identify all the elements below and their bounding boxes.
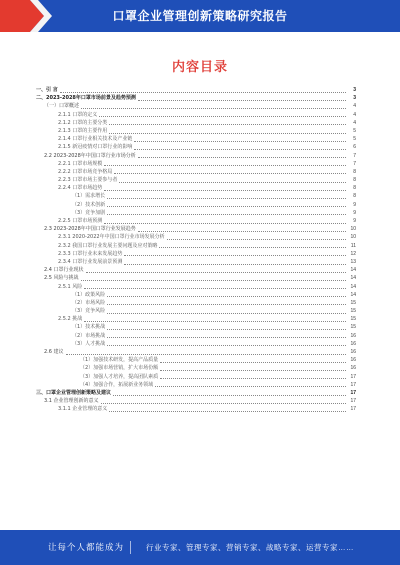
- toc-leader-dots: [114, 173, 346, 174]
- toc-entry-label: （1）政策风险: [72, 291, 106, 298]
- toc-leader-dots: [113, 395, 346, 396]
- toc-entry-label: 2.1.3 口罩的主要作用: [58, 127, 108, 134]
- toc-leader-dots: [107, 345, 346, 346]
- toc-entry-label: （1）加强技术研发，提高产品质量: [80, 357, 159, 364]
- toc-entry-page: 4: [353, 119, 356, 126]
- toc-entry-page: 8: [353, 168, 356, 175]
- toc-entry[interactable]: [36, 283, 356, 291]
- toc-entry-page: 11: [350, 242, 356, 249]
- toc-entry[interactable]: [36, 143, 356, 151]
- footer-slogan: 让每个人都能成为: [48, 542, 125, 552]
- toc-entry[interactable]: [36, 111, 356, 119]
- toc-entry[interactable]: [36, 127, 356, 135]
- toc-entry[interactable]: [36, 307, 356, 315]
- toc-entry-label: 2.2.3 口罩市场主要参与者: [58, 177, 118, 184]
- toc-entry[interactable]: [36, 94, 356, 102]
- toc-entry-page: 15: [350, 308, 356, 315]
- toc-leader-dots: [107, 206, 346, 207]
- toc-entry[interactable]: [36, 274, 356, 282]
- toc-entry[interactable]: [36, 348, 356, 356]
- toc-entry[interactable]: [36, 225, 356, 233]
- toc-leader-dots: [124, 264, 346, 265]
- footer-tagline: 行业专家、管理专家、营销专家、战略专家、运营专家……: [146, 543, 354, 552]
- toc-entry-label: （3）竞争风险: [72, 308, 106, 315]
- toc-entry-label: 2.4 口罩行业现状: [44, 267, 84, 274]
- toc-entry-page: 12: [350, 250, 356, 257]
- toc-entry[interactable]: [36, 242, 356, 250]
- toc-leader-dots: [66, 354, 346, 355]
- toc-entry[interactable]: [36, 323, 356, 331]
- report-title: 口罩企业管理创新策略研究报告: [112, 9, 288, 23]
- toc-entry[interactable]: [36, 217, 356, 225]
- toc-entry-page: 14: [350, 275, 356, 282]
- toc-entry[interactable]: [36, 405, 356, 413]
- toc-entry[interactable]: [36, 233, 356, 241]
- toc-entry[interactable]: [36, 291, 356, 299]
- toc-leader-dots: [107, 329, 346, 330]
- toc-leader-dots: [107, 304, 346, 305]
- toc-leader-dots: [160, 370, 346, 371]
- toc-entry-label: 2.1.2 口罩的主要分类: [58, 119, 108, 126]
- toc-entry-label: （3）竞争加剧: [72, 209, 106, 216]
- toc-leader-dots: [81, 280, 346, 281]
- toc-entry-label: 2.1.5 新冠疫情对口罩行业的影响: [58, 144, 133, 151]
- toc-entry-label: 2.1.1 口罩的定义: [58, 111, 98, 118]
- toc-leader-dots: [99, 116, 346, 117]
- toc-entry[interactable]: [36, 356, 356, 364]
- toc-entry-label: 2.5.1 风险: [58, 283, 83, 290]
- toc-entry-page: 14: [350, 267, 356, 274]
- toc-leader-dots: [107, 313, 346, 314]
- toc-entry[interactable]: [36, 201, 356, 209]
- toc-leader-dots: [60, 92, 346, 93]
- toc-entry[interactable]: [36, 102, 356, 110]
- footer-bar: [0, 530, 400, 565]
- toc-leader-dots: [101, 403, 346, 404]
- toc-entry-page: 8: [353, 185, 356, 192]
- toc-entry-label: 3.1.1 企业管理的意义: [58, 406, 108, 413]
- toc-entry-label: 2.3.4 口罩行业发展前景预测: [58, 258, 123, 265]
- toc-entry-label: 三、口罩企业管理创新策略及建议: [36, 389, 112, 396]
- toc-leader-dots: [104, 165, 346, 166]
- toc-entry[interactable]: [36, 332, 356, 340]
- toc-entry-page: 3: [353, 87, 356, 93]
- toc-entry-page: 16: [350, 349, 356, 355]
- table-of-contents: [36, 86, 356, 414]
- toc-entry-page: 14: [350, 291, 356, 298]
- toc-entry-page: 8: [353, 177, 356, 184]
- toc-entry-page: 9: [353, 209, 356, 216]
- toc-leader-dots: [107, 214, 346, 215]
- toc-entry-label: 2.6 建议: [44, 349, 64, 355]
- toc-entry-page: 7: [353, 160, 356, 167]
- toc-entry-label: 2.2 2023-2028年中国口罩行业市场分析: [44, 152, 136, 159]
- toc-entry[interactable]: [36, 299, 356, 307]
- toc-entry-page: 17: [350, 373, 356, 380]
- toc-entry-label: 2.2.5 口罩市场预测: [58, 218, 103, 224]
- toc-entry-page: 15: [350, 324, 356, 331]
- toc-entry-page: 5: [353, 136, 356, 143]
- toc-entry-page: 6: [353, 144, 356, 151]
- toc-entry-page: 16: [350, 340, 356, 347]
- toc-entry-label: （2）加强市场营销，扩大市场份额: [80, 365, 159, 372]
- toc-entry-label: （2）技术创新: [72, 201, 106, 208]
- toc-leader-dots: [84, 288, 346, 289]
- toc-entry-page: 17: [350, 398, 356, 405]
- toc-entry-page: 5: [353, 127, 356, 134]
- toc-entry-label: 3.1 企业管理创新的意义: [44, 398, 99, 405]
- toc-entry-label: （4）加强合作，拓展新业务领域: [80, 381, 154, 388]
- toc-leader-dots: [109, 133, 346, 134]
- toc-entry-page: 17: [350, 381, 356, 388]
- toc-leader-dots: [134, 149, 346, 150]
- header-bar: [0, 0, 400, 32]
- toc-entry-label: （1）需求增长: [72, 193, 106, 200]
- toc-entry[interactable]: [36, 258, 356, 266]
- toc-entry-page: 17: [350, 406, 356, 413]
- toc-entry-label: 2.3 2023-2028年中国口罩行业发展趋势: [44, 226, 136, 233]
- toc-entry-label: 2.3.1 2020-2022年中国口罩行业市场发展分析: [58, 234, 165, 241]
- toc-entry-page: 17: [350, 389, 356, 396]
- toc-entry-label: 2.3.2 我国口罩行业发展主要问题及应对策略: [58, 242, 158, 249]
- toc-entry-label: 2.5 风险与挑战: [44, 275, 79, 282]
- toc-entry[interactable]: [36, 152, 356, 160]
- toc-leader-dots: [109, 411, 346, 412]
- toc-entry-page: 9: [353, 201, 356, 208]
- toc-leader-dots: [159, 247, 346, 248]
- toc-entry-page: 10: [350, 226, 356, 233]
- toc-entry-page: 16: [350, 357, 356, 364]
- toc-entry[interactable]: [36, 397, 356, 405]
- toc-entry-page: 13: [350, 258, 356, 265]
- toc-entry-label: （一）口罩概述: [44, 103, 80, 110]
- toc-entry[interactable]: [36, 315, 356, 323]
- toc-entry[interactable]: [36, 373, 356, 381]
- toc-entry[interactable]: [36, 86, 356, 94]
- toc-leader-dots: [138, 157, 346, 158]
- toc-entry[interactable]: [36, 184, 356, 192]
- toc-entry[interactable]: [36, 192, 356, 200]
- toc-entry[interactable]: [36, 340, 356, 348]
- toc-entry[interactable]: [36, 381, 356, 389]
- toc-entry[interactable]: [36, 389, 356, 397]
- toc-entry-label: 2.1.4 口罩行业相关技术及产业链: [58, 136, 133, 143]
- toc-leader-dots: [104, 190, 346, 191]
- toc-entry-label: 2.3.3 口罩行业未来发展趋势: [58, 250, 123, 257]
- toc-leader-dots: [124, 255, 346, 256]
- toc-heading: 内容目录: [171, 59, 228, 74]
- toc-leader-dots: [107, 296, 346, 297]
- toc-entry-page: 15: [350, 299, 356, 306]
- toc-entry-page: 4: [353, 111, 356, 118]
- toc-leader-dots: [119, 182, 346, 183]
- toc-entry-label: 2.2.1 口罩市场规模: [58, 160, 103, 167]
- toc-entry-page: 7: [353, 152, 356, 159]
- toc-entry[interactable]: [36, 168, 356, 176]
- footer-divider: [130, 541, 131, 554]
- toc-entry-page: 10: [350, 234, 356, 241]
- toc-entry[interactable]: [36, 364, 356, 372]
- toc-entry-page: 14: [350, 283, 356, 290]
- toc-leader-dots: [138, 231, 346, 232]
- toc-entry[interactable]: [36, 209, 356, 217]
- toc-entry[interactable]: [36, 266, 356, 274]
- toc-leader-dots: [84, 321, 346, 322]
- toc-entry-label: （2）市场挑战: [72, 332, 106, 339]
- toc-leader-dots: [160, 362, 346, 363]
- toc-entry[interactable]: [36, 250, 356, 258]
- toc-entry[interactable]: [36, 135, 356, 143]
- toc-entry-page: 4: [353, 103, 356, 110]
- toc-entry-label: 2.2.4 口罩市场趋势: [58, 185, 103, 192]
- toc-entry-label: 2.5.2 挑战: [58, 316, 83, 323]
- toc-leader-dots: [138, 100, 346, 101]
- toc-entry[interactable]: [36, 119, 356, 127]
- toc-entry[interactable]: [36, 176, 356, 184]
- toc-leader-dots: [104, 223, 346, 224]
- toc-entry-label: 二、2023-2028年口罩市场前景及趋势预测: [36, 95, 136, 102]
- toc-entry-label: 2.2.2 口罩市场竞争格局: [58, 168, 113, 175]
- toc-entry-page: 8: [353, 193, 356, 200]
- toc-entry-page: 15: [350, 316, 356, 323]
- toc-leader-dots: [167, 239, 346, 240]
- toc-entry-page: 3: [353, 95, 356, 102]
- toc-leader-dots: [107, 337, 346, 338]
- toc-leader-dots: [160, 378, 346, 379]
- toc-entry-label: （1）技术挑战: [72, 324, 106, 331]
- toc-entry-page: 16: [350, 365, 356, 372]
- toc-entry-page: 9: [353, 218, 356, 224]
- toc-leader-dots: [86, 272, 346, 273]
- toc-entry-label: （3）人才挑战: [72, 340, 106, 347]
- toc-entry-label: 一、引 言: [36, 87, 58, 93]
- toc-leader-dots: [155, 386, 346, 387]
- toc-entry-page: 16: [350, 332, 356, 339]
- toc-entry-label: （2）市场风险: [72, 299, 106, 306]
- toc-entry[interactable]: [36, 160, 356, 168]
- toc-leader-dots: [109, 124, 346, 125]
- toc-leader-dots: [134, 141, 346, 142]
- toc-leader-dots: [107, 198, 346, 199]
- toc-leader-dots: [81, 108, 346, 109]
- toc-entry-label: （3）加强人才培养，提高团队素质: [80, 373, 159, 380]
